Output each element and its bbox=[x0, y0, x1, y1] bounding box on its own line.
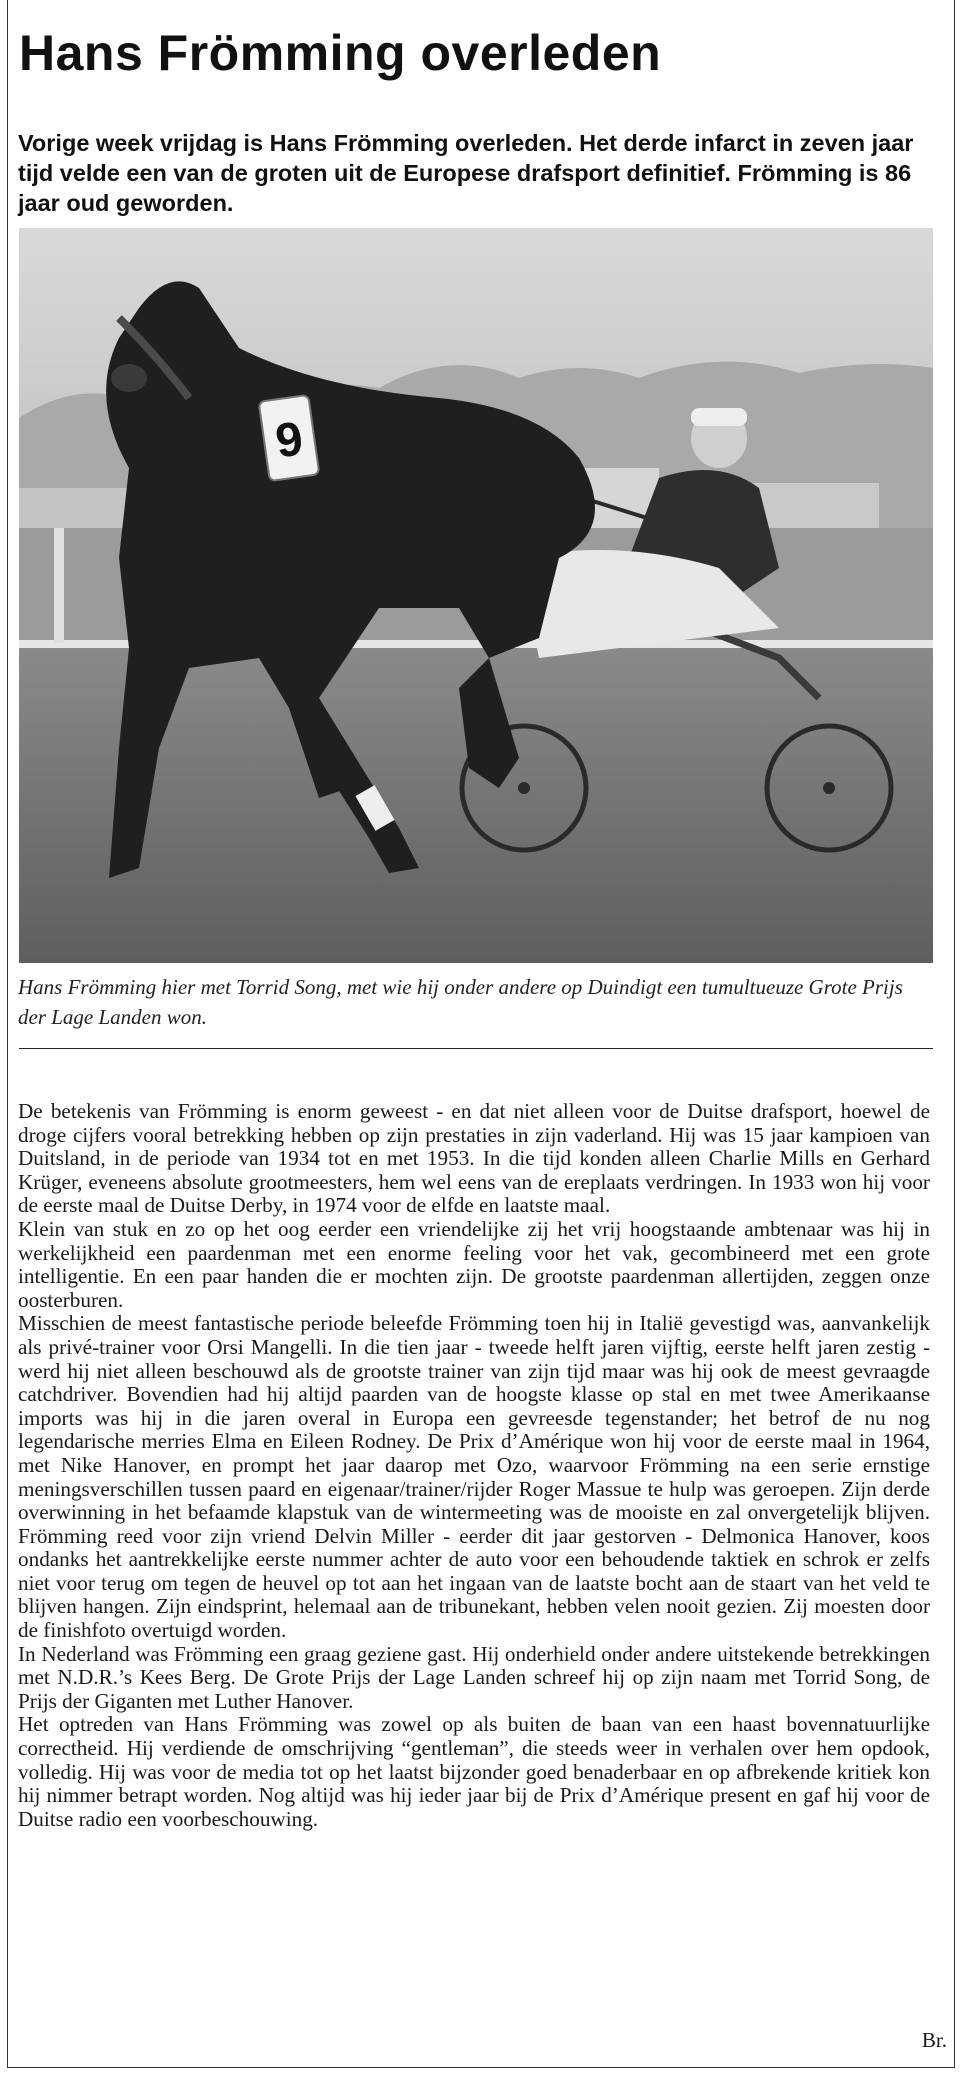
author-signature: Br. bbox=[921, 2028, 947, 2052]
paragraph: De betekenis van Frömming is enorm geweest - en dat niet alleen voor de Duitse drafsport, hoewel de droge cijfers vooral betrekking hebben op zijn prestaties in zijn vaderland. Hij was 15 jaar kampioen van Duitsland, in de periode van 1934 tot en met 1953. In die tijd konden alleen Charlie Mills en Gerhard Krüger, eveneens absolute grootmeesters, hem wel eens van de ereplaats verdringen. In 1933 won hij voor de eerste maal de Duitse Derby, in 1974 voor de elfde en laatste maal. bbox=[18, 1099, 930, 1218]
paragraph: Klein van stuk en zo op het oog eerder een vriendelijke zij het vrij hoogstaande ambtenaar was hij in werkelijkheid een paardenman met een enorme feeling voor het vak, gecombineerd met een grote intelligentie. En een paar handen die er mochten zijn. De grootste paardenman allertijden, zeggen onze oosterburen. bbox=[18, 1216, 930, 1312]
bib-number: 9 bbox=[272, 412, 307, 469]
paragraph: Misschien de meest fantastische periode beleefde Frömming toen hij in Italië gevestigd was, aanvankelijk als privé-trainer voor Orsi Mangelli. In die tien jaar - tweede helft jaren vijftig, eerste helft jaren zestig - werd hij niet alleen beschouwd als de grootste trainer van zijn tijd maar was hij ook de meest gevraagde catchdriver. Bovendien had hij altijd paarden van de hoogste klasse op stal en met twee Amerikaanse imports was hij in die jaren overal in Europa een gevreesde tegenstander; het betrof de nu nog legendarische merries Elma en Eileen Rodney. De Prix d’Amérique won hij voor de eerste maal in 1964, met Nike Hanover, en prompt het jaar daarop met Ozo, waarvoor Frömming na een serie ernstige meningsverschillen tussen paard en eigenaar/trainer/rijder Roger Massue te hulp was geroepen. Zijn derde overwinning in het befaamde klapstuk van de wintermeeting was de mooiste en zal onvergetelijk blijven. Frömming reed voor zijn vriend Delvin Miller - eerder dit jaar gestorven - Delmonica Hanover, koos ondanks het aantrekkelijke eerste nummer achter de auto voor een behoudende taktiek en schrok er zelfs niet voor terug om tegen de heuvel op tot aan het ingaan van de laatste bocht aan de staart van het veld te blijven hangen. Zijn eindsprint, helemaal aan de tribunekant, hebben velen nooit gezien. Zij moesten door de finishfoto overtuigd worden. bbox=[18, 1311, 930, 1643]
article-body bbox=[18, 1100, 930, 1831]
paragraph: Het optreden van Hans Frömming was zowel op als buiten de baan van een haast bovennatuurlijke correctheid. Hij verdiende de omschrijving “gentleman”, die steeds weer in verhalen over hem opdook, volledig. Hij was voor de media tot op het laatst bijzonder goed benaderbaar en op afbrekende kritiek kon hij nimmer betrapt worden. Nog altijd was hij ieder jaar bij de Prix d’Amérique present en gaf hij voor de Duitse radio een voorbeschouwing. bbox=[18, 1712, 930, 1831]
photo-caption: Hans Frömming hier met Torrid Song, met wie hij onder andere op Duindigt een tumultueuze Grote Prijs der Lage Landen won. bbox=[18, 975, 903, 1029]
caption-divider bbox=[19, 1048, 933, 1049]
article-lead: Vorige week vrijdag is Hans Frömming overleden. Het derde infarct in zeven jaar tijd velde een van de groten uit de Europese drafsport definitief. Frömming is 86 jaar oud geworden. bbox=[18, 130, 914, 216]
article-photo bbox=[19, 228, 933, 963]
article-title: Hans Frömming overleden bbox=[19, 25, 662, 81]
paragraph: In Nederland was Frömming een graag geziene gast. Hij onderhield onder andere uitstekende betrekkingen met N.D.R.’s Kees Berg. De Grote Prijs der Lage Landen schreef hij op zijn naam met Torrid Song, de Prijs der Giganten met Luther Hanover. bbox=[18, 1641, 930, 1713]
